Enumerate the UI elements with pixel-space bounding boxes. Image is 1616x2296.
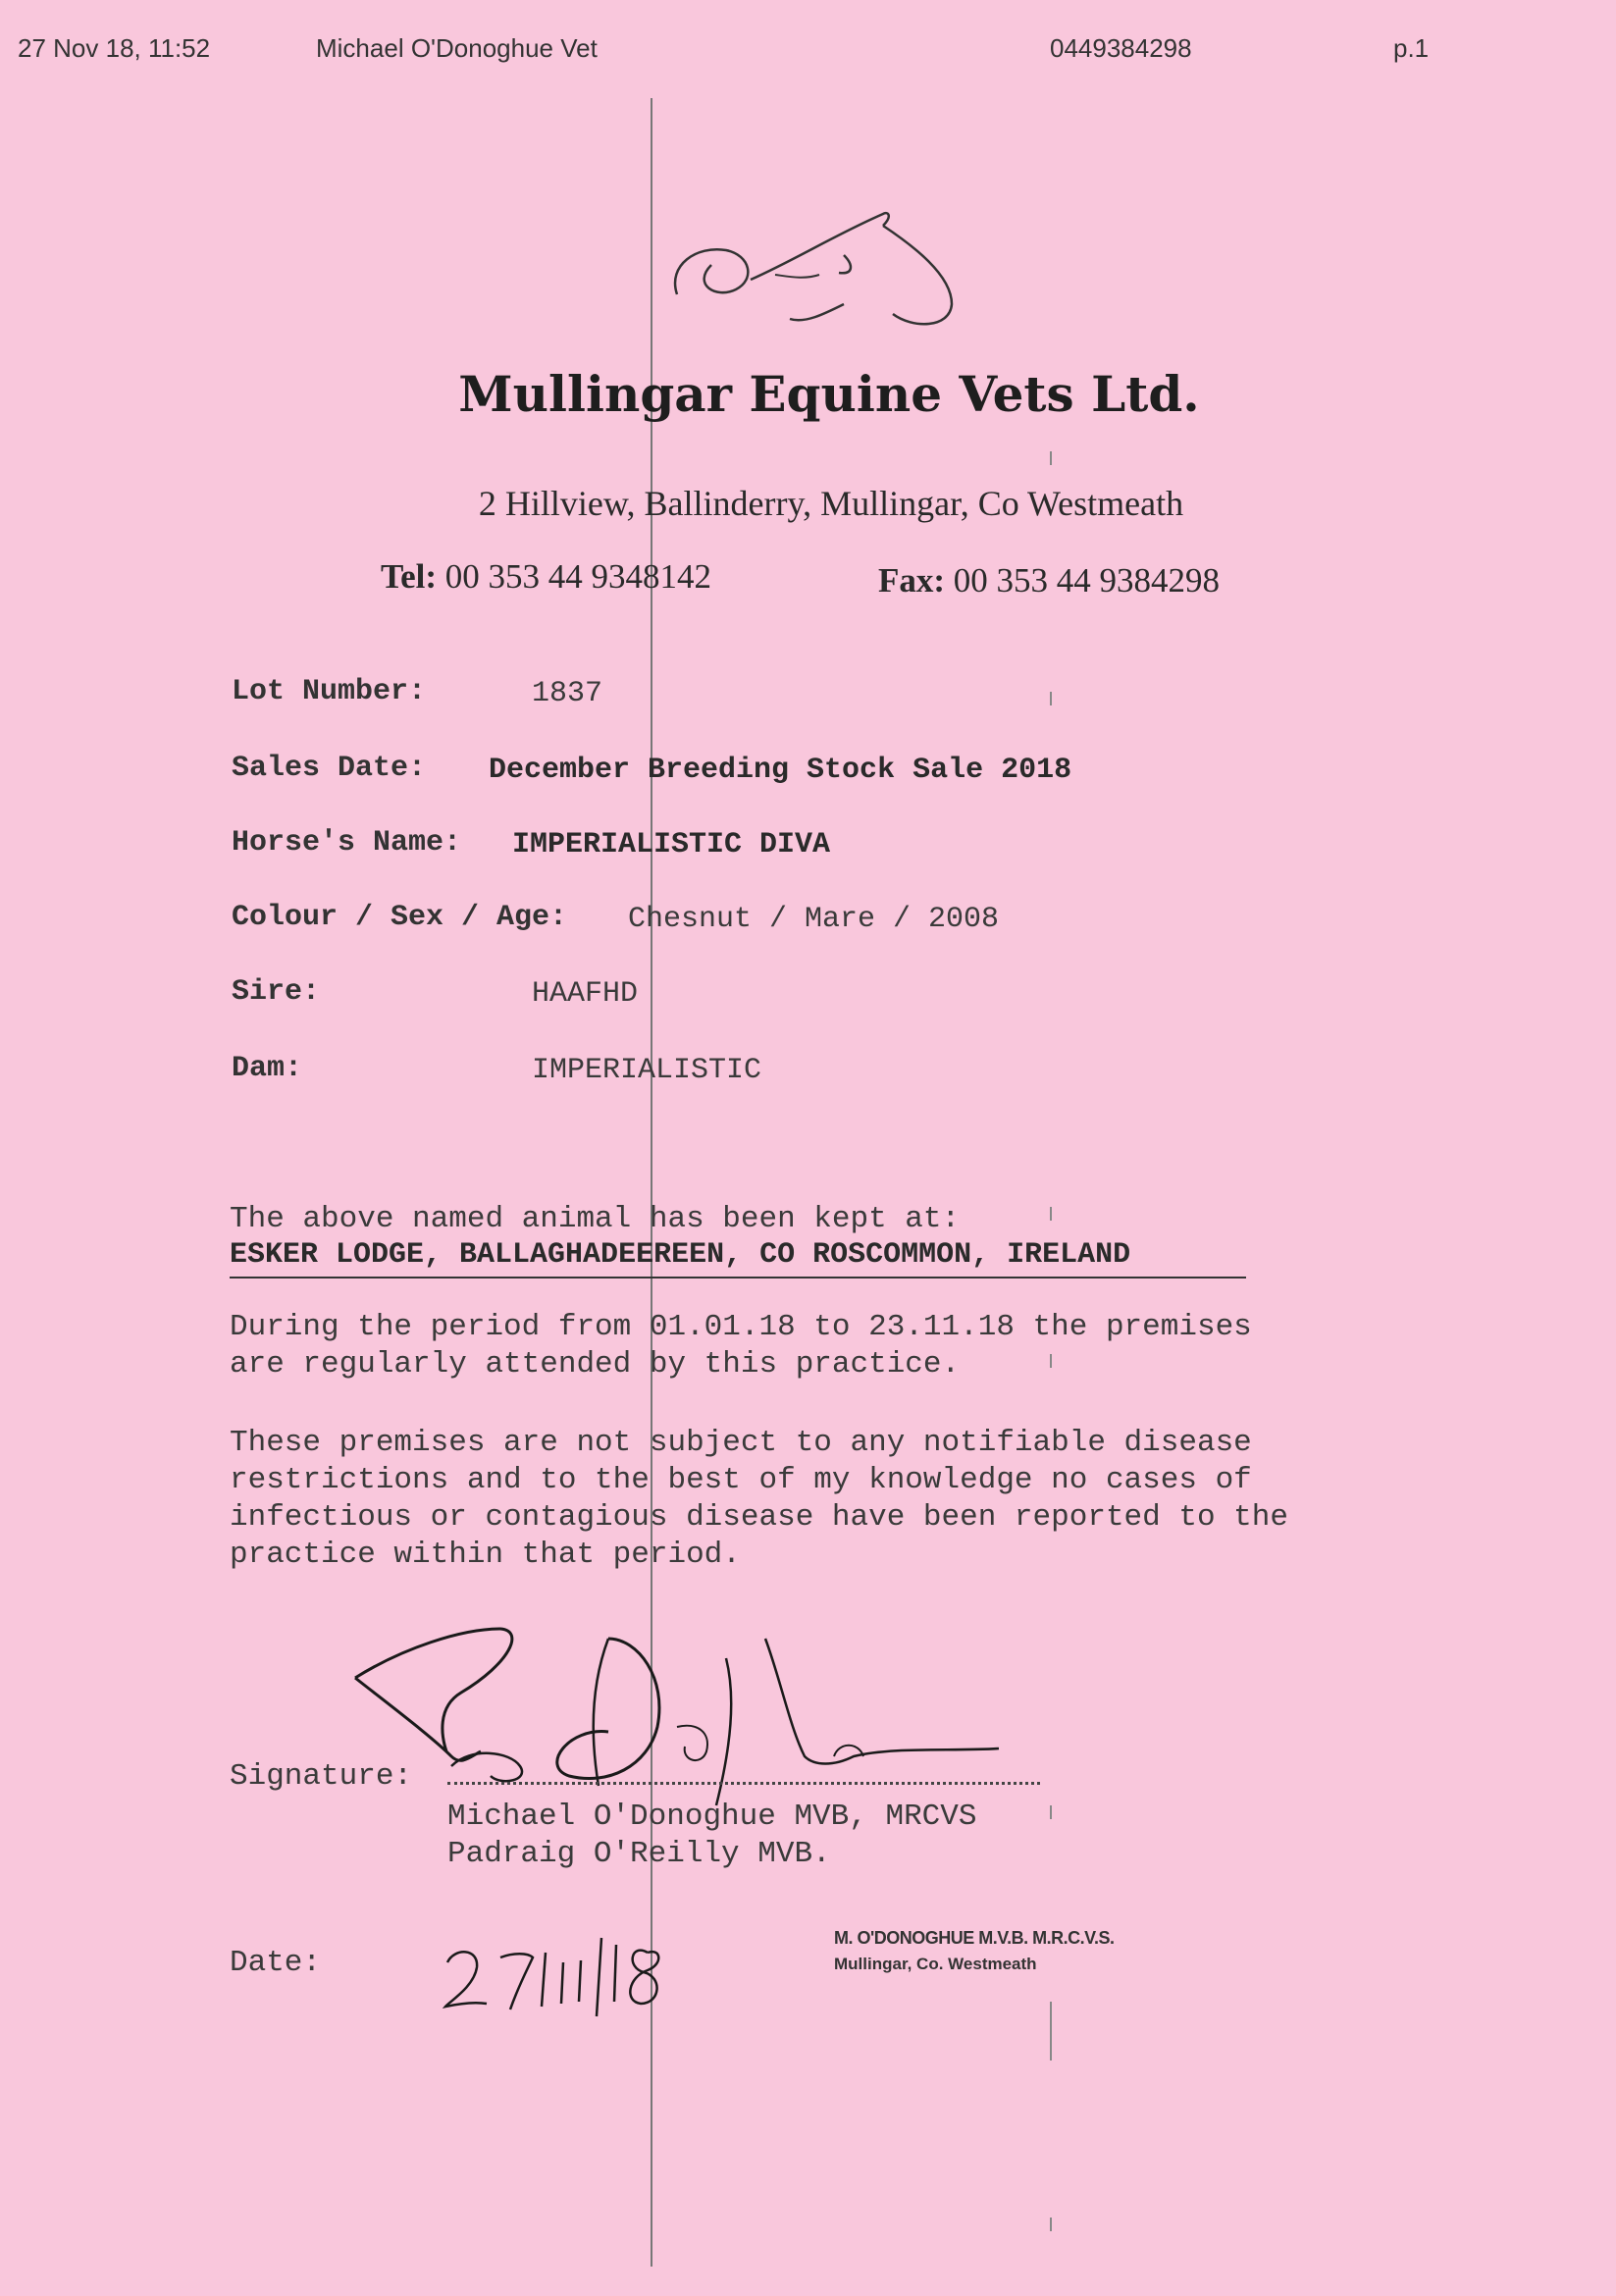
colour-sex-age-label: Colour / Sex / Age:	[232, 901, 568, 934]
lot-number-value: 1837	[532, 677, 603, 710]
colour-sex-age-value: Chesnut / Mare / 2008	[628, 903, 1000, 936]
signature-label: Signature:	[230, 1759, 413, 1794]
disease-line-2: restrictions and to the best of my knowledge no cases of	[230, 1463, 1252, 1497]
fax-page-number: p.1	[1393, 33, 1430, 63]
period-line-1: During the period from 01.01.18 to 23.11.18 the premises	[230, 1310, 1252, 1344]
fax-value: 00 353 44 9384298	[953, 561, 1221, 600]
signatory-2: Padraig O'Reilly MVB.	[447, 1837, 831, 1871]
company-name: Mullingar Equine Vets Ltd.	[458, 365, 1200, 423]
horse-name-label: Horse's Name:	[232, 826, 462, 860]
company-address: 2 Hillview, Ballinderry, Mullingar, Co Westmeath	[478, 484, 1184, 523]
tel-value: 00 353 44 9348142	[444, 557, 712, 596]
sales-date-value: December Breeding Stock Sale 2018	[489, 754, 1072, 787]
fax-label: Fax:	[878, 561, 946, 600]
disease-line-3: infectious or contagious disease have been reported to the	[230, 1500, 1288, 1535]
location-underline	[230, 1277, 1246, 1278]
fax-line	[878, 561, 1220, 600]
premises-location: ESKER LODGE, BALLAGHADEEREEN, CO ROSCOMMON, IRELAND	[230, 1238, 1131, 1272]
dam-value: IMPERIALISTIC	[532, 1054, 762, 1087]
fax-sender: Michael O'Donoghue Vet	[316, 33, 598, 63]
handwritten-date	[440, 1923, 695, 2021]
tel-line	[381, 557, 711, 597]
period-statement	[230, 1309, 1252, 1383]
signatory-1: Michael O'Donoghue MVB, MRCVS	[447, 1800, 977, 1834]
scan-tick	[1050, 451, 1052, 465]
signatory-names	[447, 1799, 977, 1873]
kept-at-intro: The above named animal has been kept at:	[230, 1202, 961, 1236]
disease-statement	[230, 1425, 1288, 1574]
fax-header	[0, 33, 1616, 73]
scan-tick	[1050, 2218, 1052, 2231]
sales-date-label: Sales Date:	[232, 752, 427, 785]
fax-number: 0449384298	[1050, 33, 1192, 63]
sire-label: Sire:	[232, 975, 321, 1009]
lot-number-label: Lot Number:	[232, 675, 427, 708]
fax-timestamp: 27 Nov 18, 11:52	[18, 33, 211, 63]
scan-tick	[1050, 692, 1052, 705]
disease-line-1: These premises are not subject to any notifiable disease	[230, 1426, 1252, 1460]
dam-label: Dam:	[232, 1052, 303, 1085]
handwritten-signature	[343, 1619, 1011, 1815]
practice-stamp	[834, 1928, 1115, 1974]
date-label: Date:	[230, 1946, 322, 1980]
stamp-line-1: M. O'DONOGHUE M.V.B. M.R.C.V.S.	[834, 1928, 1115, 1948]
sire-value: HAAFHD	[532, 977, 639, 1011]
tel-label: Tel:	[381, 557, 438, 596]
scan-tick	[1050, 1805, 1052, 1819]
period-line-2: are regularly attended by this practice.	[230, 1347, 961, 1382]
stamp-line-2: Mullingar, Co. Westmeath	[834, 1955, 1037, 1973]
signature-line	[447, 1782, 1040, 1785]
disease-line-4: practice within that period.	[230, 1538, 741, 1572]
scan-tick	[1050, 2002, 1052, 2061]
scan-tick	[1050, 1207, 1052, 1221]
horse-logo-icon	[657, 206, 971, 334]
horse-name-value: IMPERIALISTIC DIVA	[512, 828, 831, 861]
